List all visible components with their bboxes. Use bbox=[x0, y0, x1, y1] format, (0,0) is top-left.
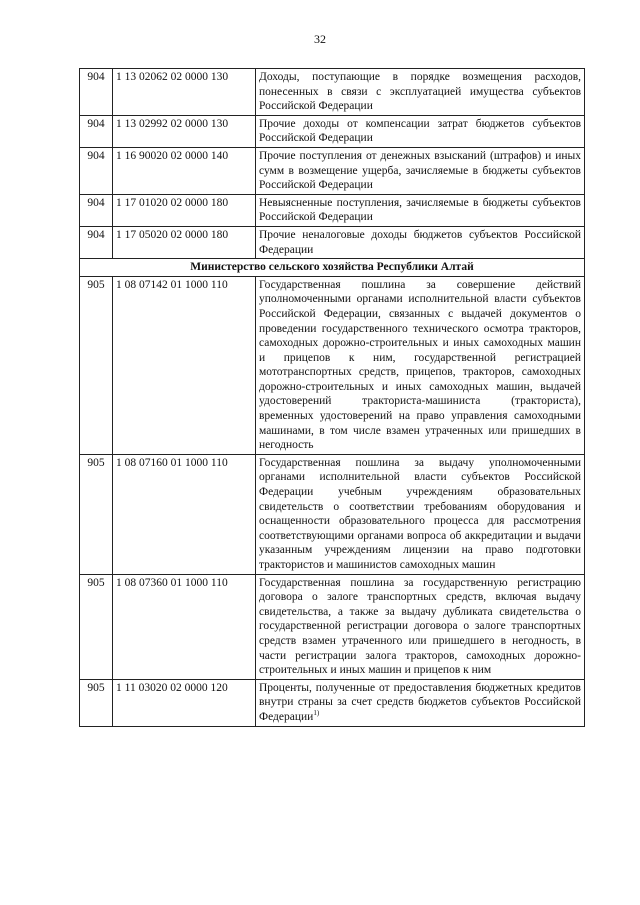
revenue-name-cell: Государственная пошлина за государственную регистрацию договора о залоге транспортных средств, включая выдачу свидетельства, а также за выдачу дубликата свидетельства о государственной регистрации договора о залоге транспортных средств взамен утраченного или пришедшего в негодность, в части регистрации залога тракторов, самоходных дорожно-строительных и иных машин и прицепов к ним bbox=[256, 574, 585, 679]
budget-code-cell: 1 13 02062 02 0000 130 bbox=[113, 69, 256, 116]
budget-code-cell: 1 17 01020 02 0000 180 bbox=[113, 194, 256, 226]
table-row bbox=[80, 69, 585, 116]
admin-code-cell: 905 bbox=[80, 276, 113, 454]
table-row bbox=[80, 679, 585, 726]
budget-code-cell: 1 17 05020 02 0000 180 bbox=[113, 226, 256, 258]
section-title: Министерство сельского хозяйства Республики Алтай bbox=[80, 259, 585, 277]
admin-code-cell: 904 bbox=[80, 115, 113, 147]
table-row bbox=[80, 147, 585, 194]
revenue-name-cell: Невыясненные поступления, зачисляемые в бюджеты субъектов Российской Федерации bbox=[256, 194, 585, 226]
table-row bbox=[80, 194, 585, 226]
revenue-name-cell: Государственная пошлина за выдачу уполномоченными органами исполнительной власти субъектов Российской Федерации учебным учреждениям образовательных свидетельств о соответствии требованиям оборудования и оснащенности образовательного процесса для рассмотрения соответствующими органами вопроса об аккредитации и выдачи указанным учреждениям лицензии на право подготовки трактористов и машинистов самоходных машин bbox=[256, 454, 585, 574]
revenue-name-cell: Прочие неналоговые доходы бюджетов субъектов Российской Федерации bbox=[256, 226, 585, 258]
admin-code-cell: 904 bbox=[80, 147, 113, 194]
admin-code-cell: 904 bbox=[80, 226, 113, 258]
revenue-name-cell: Прочие доходы от компенсации затрат бюджетов субъектов Российской Федерации bbox=[256, 115, 585, 147]
revenue-name-cell: Государственная пошлина за совершение действий уполномоченными органами исполнительной власти субъектов Российской Федерации, связанных с выдачей документов о проведении государственного технического осмотра тракторов, самоходных дорожно-строительных и иных самоходных машин и прицепов к ним, государственной регистрацией мототранспортных средств, прицепов, тракторов, самоходных дорожно-строительных и иных самоходных машин, выдачей удостоверений тракториста-машиниста (тракториста), временных удостоверений на право управления самоходными машинами, в том числе взамен утраченных или пришедших в негодность bbox=[256, 276, 585, 454]
admin-code-cell: 905 bbox=[80, 679, 113, 726]
table-row bbox=[80, 574, 585, 679]
budget-code-cell: 1 08 07160 01 1000 110 bbox=[113, 454, 256, 574]
footnote-marker: 1) bbox=[313, 709, 320, 718]
budget-code-cell: 1 16 90020 02 0000 140 bbox=[113, 147, 256, 194]
admin-code-cell: 904 bbox=[80, 69, 113, 116]
table-row bbox=[80, 454, 585, 574]
table-row bbox=[80, 226, 585, 258]
revenue-codes-table bbox=[79, 68, 585, 727]
budget-code-cell: 1 13 02992 02 0000 130 bbox=[113, 115, 256, 147]
budget-code-cell: 1 08 07142 01 1000 110 bbox=[113, 276, 256, 454]
table-row bbox=[80, 115, 585, 147]
page-number: 32 bbox=[314, 32, 326, 46]
revenue-name-cell: Прочие поступления от денежных взысканий (штрафов) и иных сумм в возмещение ущерба, зачисляемые в бюджеты субъектов Российской Федерации bbox=[256, 147, 585, 194]
admin-code-cell: 905 bbox=[80, 454, 113, 574]
budget-code-cell: 1 08 07360 01 1000 110 bbox=[113, 574, 256, 679]
section-row bbox=[80, 259, 585, 277]
admin-code-cell: 905 bbox=[80, 574, 113, 679]
revenue-name-text: Проценты, полученные от предоставления бюджетных кредитов внутри страны за счет средств бюджетов субъектов Российской Федерации bbox=[259, 681, 581, 723]
budget-code-cell: 1 11 03020 02 0000 120 bbox=[113, 679, 256, 726]
table-row bbox=[80, 276, 585, 454]
revenue-name-cell bbox=[256, 679, 585, 726]
admin-code-cell: 904 bbox=[80, 194, 113, 226]
revenue-name-cell: Доходы, поступающие в порядке возмещения расходов, понесенных в связи с эксплуатацией имущества субъектов Российской Федерации bbox=[256, 69, 585, 116]
